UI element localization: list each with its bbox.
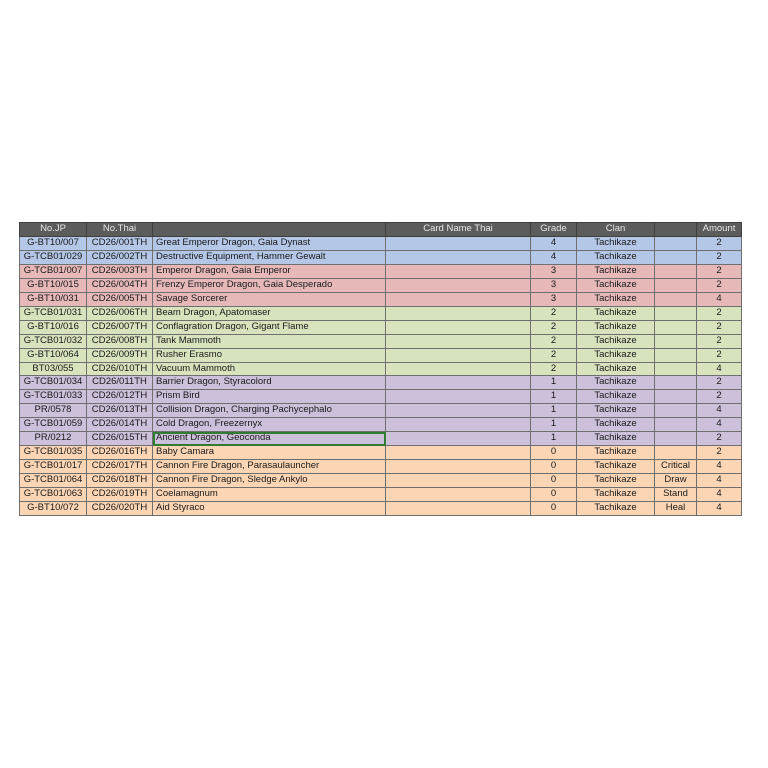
header-amount[interactable]: Amount [697,223,742,237]
cell-card-name-thai[interactable] [386,502,531,516]
table-row [20,264,742,278]
cell-grade[interactable]: 1 [531,432,577,446]
cell-card-name[interactable]: Tank Mammoth [153,334,386,348]
cell-clan[interactable]: Tachikaze [577,334,655,348]
cell-card-name-thai[interactable] [386,236,531,250]
cell-clan[interactable]: Tachikaze [577,306,655,320]
table-row [20,250,742,264]
cell-card-name-thai[interactable] [386,446,531,460]
cell-no-jp[interactable]: G-TCB01/035 [20,446,87,460]
cell-no-thai[interactable]: CD26/006TH [87,306,153,320]
header-row [20,223,742,237]
cell-trigger[interactable] [655,292,697,306]
cell-trigger[interactable] [655,348,697,362]
cell-clan[interactable]: Tachikaze [577,474,655,488]
cell-clan[interactable]: Tachikaze [577,404,655,418]
cell-card-name-thai[interactable] [386,418,531,432]
header-grade[interactable]: Grade [531,223,577,237]
cell-card-name-thai[interactable] [386,334,531,348]
cell-trigger[interactable] [655,376,697,390]
table-row [20,320,742,334]
cell-card-name[interactable]: Vacuum Mammoth [153,362,386,376]
cell-clan[interactable]: Tachikaze [577,362,655,376]
cell-no-thai[interactable]: CD26/007TH [87,320,153,334]
table-row [20,362,742,376]
cell-card-name[interactable]: Conflagration Dragon, Gigant Flame [153,320,386,334]
cell-grade[interactable]: 4 [531,250,577,264]
cell-card-name-thai[interactable] [386,460,531,474]
cell-no-jp[interactable]: G-TCB01/032 [20,334,87,348]
table-row [20,418,742,432]
cell-amount[interactable]: 2 [697,306,742,320]
cell-no-thai[interactable]: CD26/018TH [87,474,153,488]
cell-card-name-thai[interactable] [386,390,531,404]
cell-grade[interactable]: 3 [531,292,577,306]
cell-no-jp[interactable]: G-TCB01/034 [20,376,87,390]
cell-card-name[interactable]: Barrier Dragon, Styracolord [153,376,386,390]
table-row [20,348,742,362]
header-no-thai[interactable]: No.Thai [87,223,153,237]
cell-trigger[interactable]: Heal [655,502,697,516]
table-row [20,404,742,418]
cell-amount[interactable]: 2 [697,278,742,292]
table-row [20,390,742,404]
cell-trigger[interactable] [655,250,697,264]
cell-no-jp[interactable]: G-BT10/072 [20,502,87,516]
cell-no-thai[interactable]: CD26/008TH [87,334,153,348]
cell-amount[interactable]: 4 [697,474,742,488]
cell-card-name[interactable]: Savage Sorcerer [153,292,386,306]
cell-grade[interactable]: 3 [531,278,577,292]
cell-card-name[interactable]: Destructive Equipment, Hammer Gewalt [153,250,386,264]
cell-grade[interactable]: 2 [531,362,577,376]
cell-no-jp[interactable]: BT03/055 [20,362,87,376]
cell-grade[interactable]: 0 [531,488,577,502]
cell-trigger[interactable] [655,236,697,250]
cell-grade[interactable]: 1 [531,418,577,432]
cell-grade[interactable]: 2 [531,306,577,320]
cell-card-name[interactable]: Coelamagnum [153,488,386,502]
header-card-name[interactable] [153,223,386,237]
cell-grade[interactable]: 2 [531,334,577,348]
header-card-name-thai[interactable]: Card Name Thai [386,223,531,237]
cell-no-jp[interactable]: G-TCB01/031 [20,306,87,320]
cell-card-name-thai[interactable] [386,474,531,488]
cell-clan[interactable]: Tachikaze [577,390,655,404]
cell-no-thai[interactable]: CD26/011TH [87,376,153,390]
cell-card-name[interactable]: Cannon Fire Dragon, Sledge Ankylo [153,474,386,488]
cell-card-name[interactable]: Collision Dragon, Charging Pachycephalo [153,404,386,418]
cell-trigger[interactable] [655,320,697,334]
cell-card-name-thai[interactable] [386,292,531,306]
cell-trigger[interactable] [655,432,697,446]
table-row [20,306,742,320]
cell-amount[interactable]: 2 [697,446,742,460]
cell-amount[interactable]: 2 [697,250,742,264]
cell-amount[interactable]: 2 [697,432,742,446]
table-row [20,488,742,502]
cell-card-name-thai[interactable] [386,376,531,390]
cell-clan[interactable]: Tachikaze [577,348,655,362]
cell-no-jp[interactable]: G-TCB01/059 [20,418,87,432]
cell-grade[interactable]: 1 [531,376,577,390]
cell-amount[interactable]: 2 [697,390,742,404]
cell-card-name[interactable]: Cold Dragon, Freezernyx [153,418,386,432]
cell-card-name-thai[interactable] [386,278,531,292]
cell-card-name[interactable]: Aid Styraco [153,502,386,516]
cell-card-name[interactable]: Rusher Erasmo [153,348,386,362]
header-clan[interactable]: Clan [577,223,655,237]
table-row [20,432,742,446]
cell-grade[interactable]: 0 [531,474,577,488]
table-row [20,236,742,250]
table-row [20,334,742,348]
cell-clan[interactable]: Tachikaze [577,432,655,446]
cell-clan[interactable]: Tachikaze [577,418,655,432]
cell-amount[interactable]: 2 [697,264,742,278]
cell-trigger[interactable] [655,418,697,432]
cell-no-thai[interactable]: CD26/016TH [87,446,153,460]
cell-no-jp[interactable]: G-BT10/031 [20,292,87,306]
cell-no-thai[interactable]: CD26/002TH [87,250,153,264]
cell-amount[interactable]: 2 [697,236,742,250]
cell-no-jp[interactable]: G-TCB01/029 [20,250,87,264]
cell-trigger[interactable] [655,306,697,320]
cell-clan[interactable]: Tachikaze [577,460,655,474]
card-list-table [19,222,742,516]
cell-no-thai[interactable]: CD26/004TH [87,278,153,292]
cell-clan[interactable]: Tachikaze [577,502,655,516]
cell-amount[interactable]: 4 [697,488,742,502]
cell-no-jp[interactable]: PR/0212 [20,432,87,446]
cell-grade[interactable]: 2 [531,348,577,362]
cell-no-jp[interactable]: G-TCB01/064 [20,474,87,488]
table-row [20,376,742,390]
cell-amount[interactable]: 4 [697,292,742,306]
cell-card-name[interactable]: Beam Dragon, Apatomaser [153,306,386,320]
cell-grade[interactable]: 1 [531,390,577,404]
cell-no-thai[interactable]: CD26/013TH [87,404,153,418]
cell-trigger[interactable] [655,264,697,278]
cell-clan[interactable]: Tachikaze [577,488,655,502]
cell-no-thai[interactable]: CD26/001TH [87,236,153,250]
header-trigger[interactable] [655,223,697,237]
cell-no-jp[interactable]: G-BT10/016 [20,320,87,334]
cell-trigger[interactable]: Stand [655,488,697,502]
cell-trigger[interactable] [655,334,697,348]
cell-amount[interactable]: 4 [697,502,742,516]
cell-clan[interactable]: Tachikaze [577,292,655,306]
table-row [20,278,742,292]
cell-grade[interactable]: 2 [531,320,577,334]
cell-clan[interactable]: Tachikaze [577,250,655,264]
cell-trigger[interactable] [655,404,697,418]
cell-card-name-thai[interactable] [386,320,531,334]
cell-no-jp[interactable]: G-TCB01/063 [20,488,87,502]
cell-amount[interactable]: 4 [697,404,742,418]
cell-no-jp[interactable]: G-BT10/064 [20,348,87,362]
cell-card-name[interactable]: Prism Bird [153,390,386,404]
table-row [20,502,742,516]
cell-no-jp[interactable]: G-TCB01/033 [20,390,87,404]
cell-clan[interactable]: Tachikaze [577,278,655,292]
cell-grade[interactable]: 0 [531,460,577,474]
cell-no-thai[interactable]: CD26/017TH [87,460,153,474]
cell-no-thai[interactable]: CD26/003TH [87,264,153,278]
cell-card-name-thai[interactable] [386,362,531,376]
cell-trigger[interactable] [655,278,697,292]
cell-amount[interactable]: 4 [697,418,742,432]
cell-no-thai[interactable]: CD26/019TH [87,488,153,502]
cell-clan[interactable]: Tachikaze [577,320,655,334]
cell-card-name-thai[interactable] [386,264,531,278]
cell-no-thai[interactable]: CD26/020TH [87,502,153,516]
cell-card-name[interactable]: Frenzy Emperor Dragon, Gaia Desperado [153,278,386,292]
cell-amount[interactable]: 2 [697,334,742,348]
cell-clan[interactable]: Tachikaze [577,376,655,390]
cell-no-jp[interactable]: G-TCB01/017 [20,460,87,474]
cell-card-name[interactable]: Cannon Fire Dragon, Parasaulauncher [153,460,386,474]
cell-no-thai[interactable]: CD26/015TH [87,432,153,446]
table-row [20,292,742,306]
cell-card-name[interactable]: Baby Camara [153,446,386,460]
cell-trigger[interactable] [655,362,697,376]
cell-trigger[interactable]: Draw [655,474,697,488]
cell-amount[interactable]: 2 [697,376,742,390]
cell-grade[interactable]: 0 [531,446,577,460]
cell-no-thai[interactable]: CD26/012TH [87,390,153,404]
table-row [20,460,742,474]
cell-no-jp[interactable]: PR/0578 [20,404,87,418]
cell-card-name-thai[interactable] [386,250,531,264]
cell-trigger[interactable]: Critical [655,460,697,474]
cell-clan[interactable]: Tachikaze [577,264,655,278]
cell-no-thai[interactable]: CD26/010TH [87,362,153,376]
cell-amount[interactable]: 2 [697,348,742,362]
cell-no-thai[interactable]: CD26/014TH [87,418,153,432]
cell-no-jp[interactable]: G-BT10/015 [20,278,87,292]
cell-amount[interactable]: 4 [697,362,742,376]
cell-card-name-thai[interactable] [386,306,531,320]
cell-card-name[interactable]: Emperor Dragon, Gaia Emperor [153,264,386,278]
cell-grade[interactable]: 4 [531,236,577,250]
cell-trigger[interactable] [655,390,697,404]
table-body [20,236,742,515]
cell-grade[interactable]: 1 [531,404,577,418]
cell-card-name[interactable]: Ancient Dragon, Geoconda [153,432,386,446]
cell-grade[interactable]: 3 [531,264,577,278]
cell-no-jp[interactable]: G-TCB01/007 [20,264,87,278]
cell-card-name-thai[interactable] [386,432,531,446]
cell-card-name-thai[interactable] [386,488,531,502]
cell-grade[interactable]: 0 [531,502,577,516]
cell-clan[interactable]: Tachikaze [577,236,655,250]
header-no-jp[interactable]: No.JP [20,223,87,237]
table-row [20,446,742,460]
cell-amount[interactable]: 4 [697,460,742,474]
table-row [20,474,742,488]
cell-no-jp[interactable]: G-BT10/007 [20,236,87,250]
cell-no-thai[interactable]: CD26/005TH [87,292,153,306]
cell-trigger[interactable] [655,446,697,460]
cell-card-name[interactable]: Great Emperor Dragon, Gaia Dynast [153,236,386,250]
cell-no-thai[interactable]: CD26/009TH [87,348,153,362]
cell-amount[interactable]: 2 [697,320,742,334]
cell-clan[interactable]: Tachikaze [577,446,655,460]
cell-card-name-thai[interactable] [386,404,531,418]
cell-card-name-thai[interactable] [386,348,531,362]
